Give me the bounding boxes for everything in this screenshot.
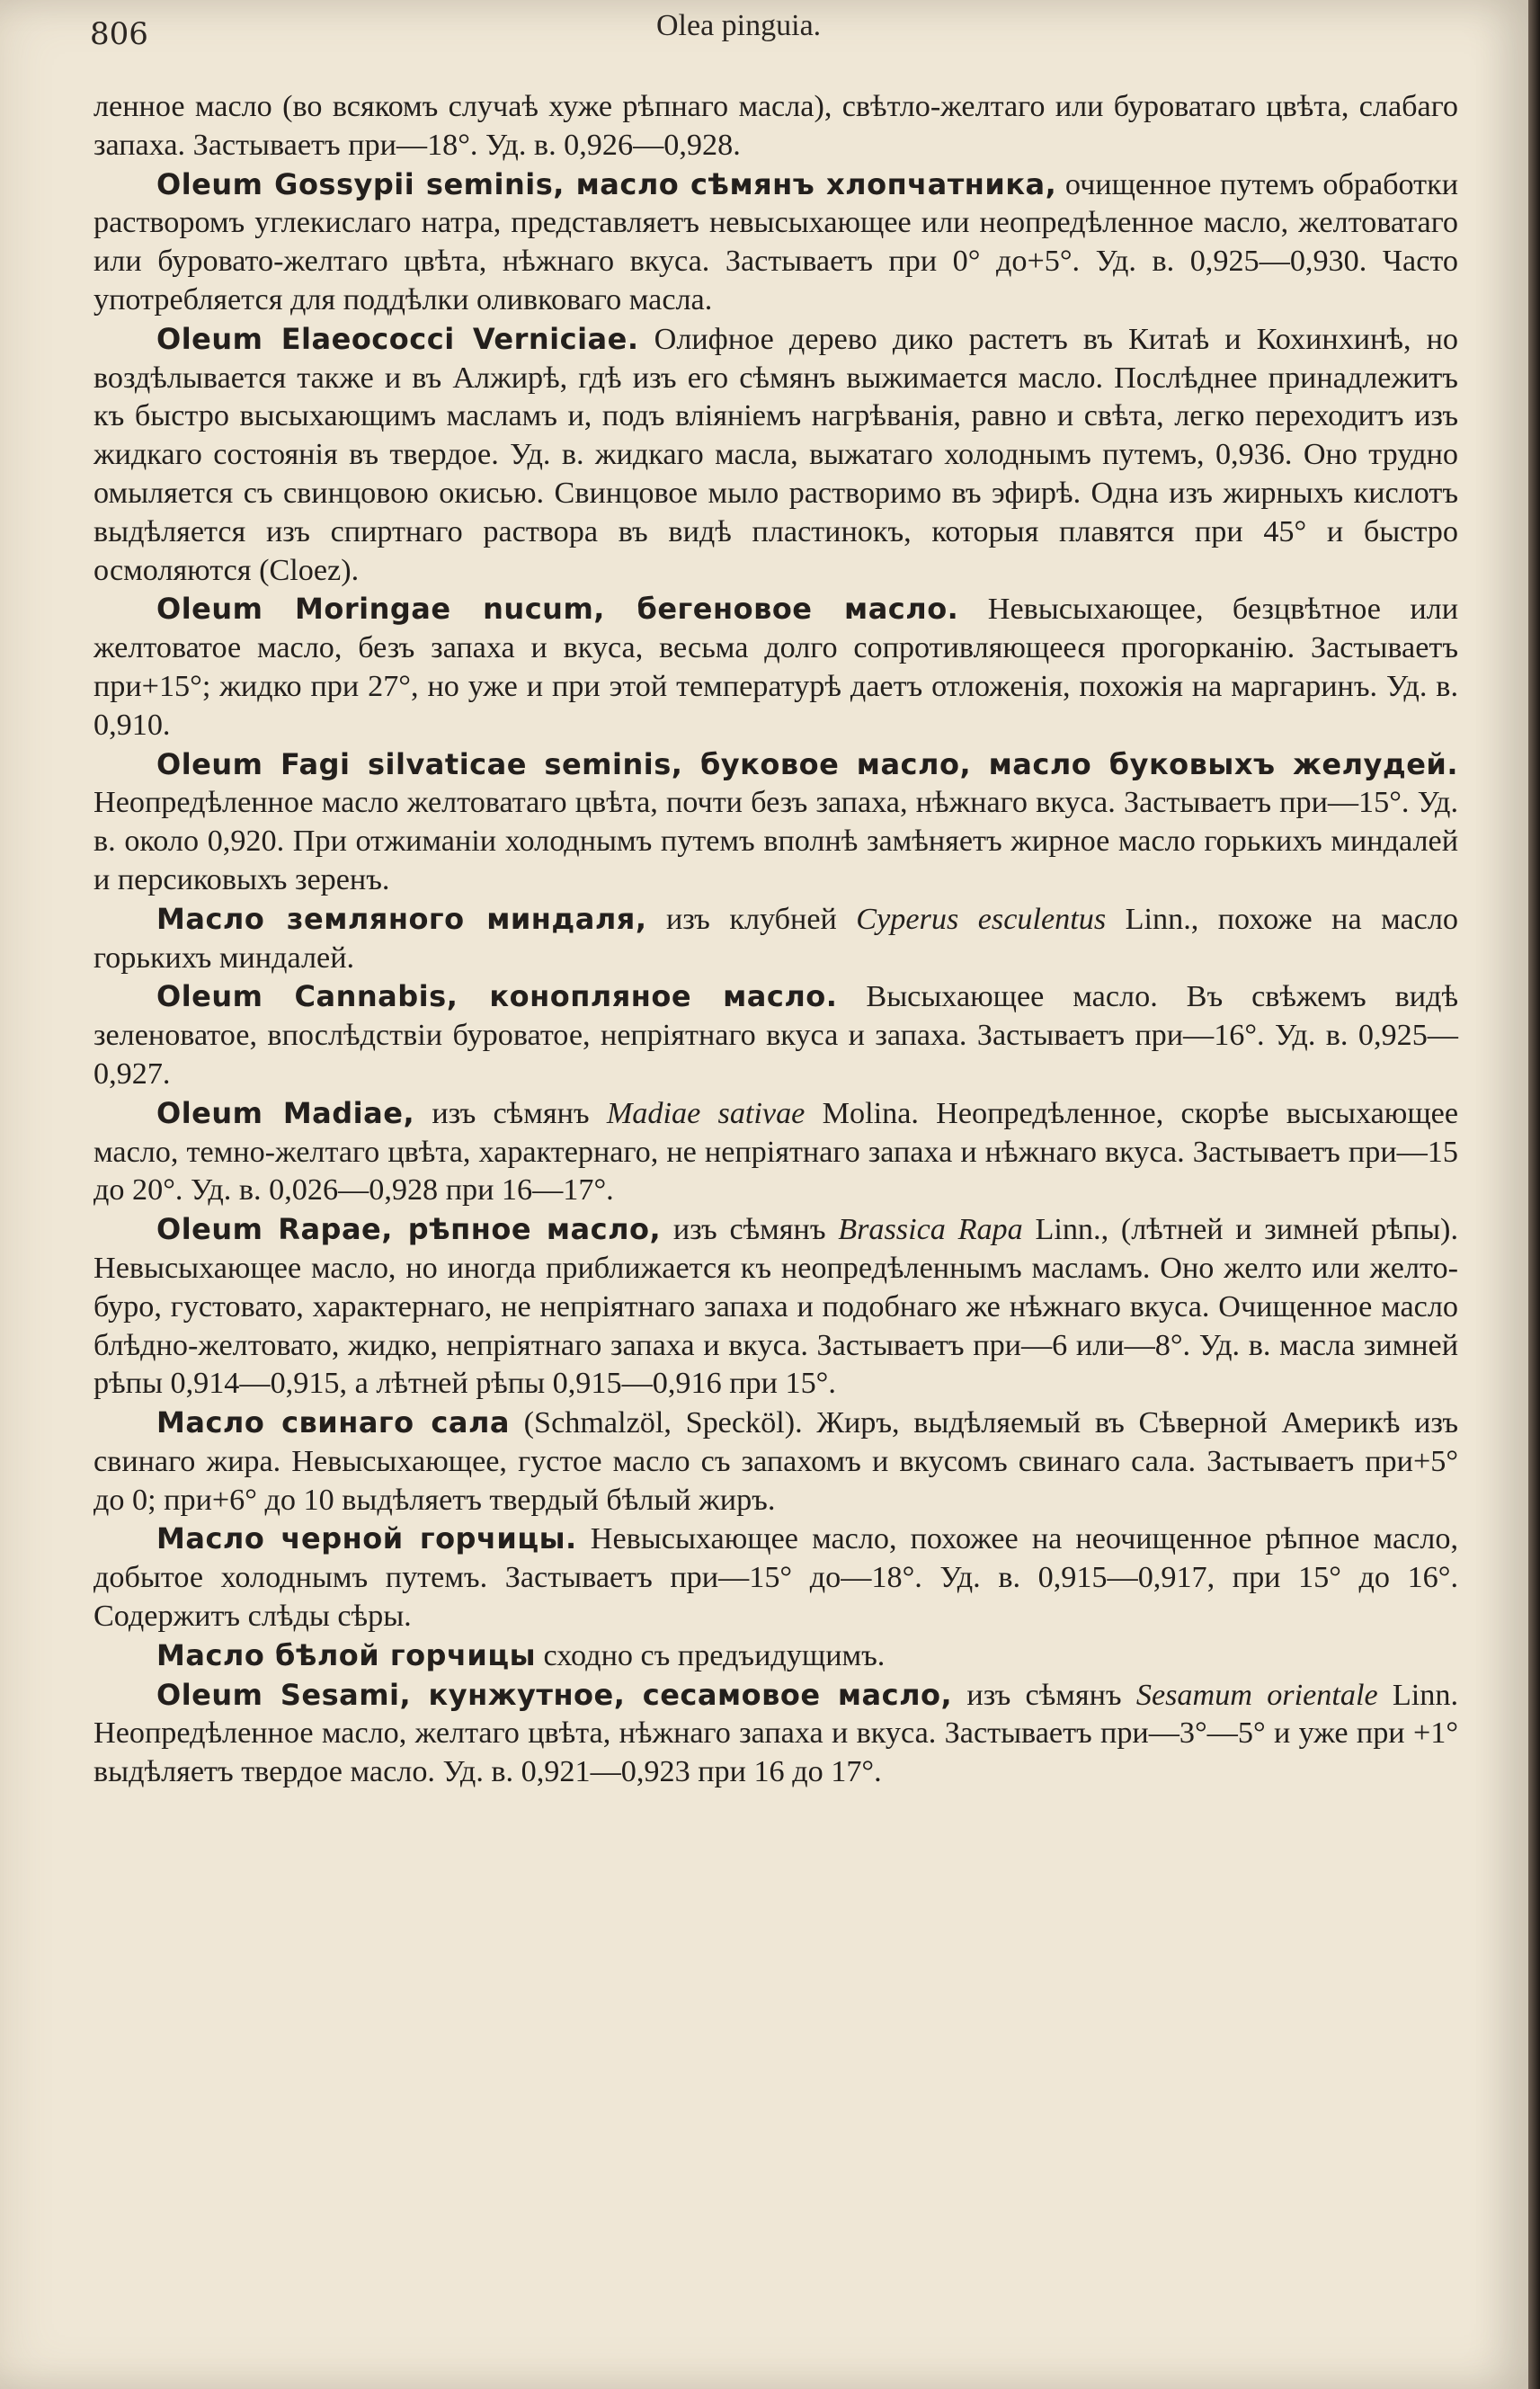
entry-text: сходно съ предъидущимъ.	[536, 1638, 886, 1672]
entry-heading: Oleum Sesami, кунжутное, сесамовое масло,	[156, 1677, 953, 1712]
species-name: Cyperus esculentus	[856, 902, 1107, 936]
entry-text: Linn., похоже на масло горькихъ миндалей.	[93, 902, 1459, 975]
paragraph-entry	[93, 320, 1458, 591]
entry-text: очищенное путемъ обработки растворомъ углекислаго натра, представляетъ невысыхающее или неопредѣленное масло, желтоватаго или буровато-желтаго цвѣта, нѣжнаго вкуса. Застываетъ при 0° до+5°. Уд. в. 0,925—0,930. Часто употребляется для поддѣлки оливковаго масла.	[93, 167, 1459, 316]
species-name: Brassica Rapa	[838, 1213, 1023, 1247]
entry-heading: Масло свинаго сала	[156, 1405, 510, 1440]
body-text	[93, 88, 1458, 1792]
paragraph-entry	[93, 900, 1458, 978]
entry-text: изъ клубней	[646, 902, 857, 936]
paragraph-entry	[93, 1404, 1458, 1520]
paragraph-entry	[93, 1210, 1458, 1404]
entry-heading: Oleum Gossypii seminis, масло сѣмянъ хлопчатника,	[156, 166, 1057, 201]
entry-text: Molina. Неопредѣленное, скорѣе высыхающее масло, темно-желтаго цвѣта, характернаго, не непріятнаго запаха и нѣжнаго вкуса. Застываетъ при—15 до 20°. Уд. в. 0,026—0,928 при 16—17°.	[93, 1096, 1458, 1208]
paragraph-entry	[93, 1636, 1458, 1676]
entry-text: Невысыхающее, безцвѣтное или желтоватое масло, безъ запаха и вкуса, весьма долго сопротивляющееся прогорканію. Застываетъ при+15°; жидко при 27°, но уже и при этой температурѣ даетъ отложенія, похожія на маргаринъ. Уд. в. 0,910.	[93, 593, 1458, 742]
page-edge-shadow	[1528, 0, 1540, 2389]
entry-heading: Масло бѣлой горчицы	[156, 1637, 536, 1672]
paragraph-entry	[93, 977, 1458, 1093]
species-name: Madiae sativae	[606, 1096, 806, 1130]
species-name: Sesamum orientale	[1135, 1678, 1378, 1712]
entry-text: изъ сѣмянъ	[414, 1096, 607, 1130]
entry-heading: Oleum Elaeococci Vernicіae.	[156, 321, 639, 356]
entry-heading: Масло земляного миндаля,	[156, 901, 647, 936]
entry-text: Невысыхающее масло, похожее на неочищенное рѣпное масло, добытое холоднымъ путемъ. Застываетъ при—15° до—18°. Уд. в. 0,915—0,917, при 15° до 16°. Содержитъ слѣды сѣры.	[93, 1522, 1459, 1634]
paragraph-entry	[93, 165, 1458, 320]
entry-heading: Масло черной горчицы.	[156, 1521, 577, 1556]
entry-text: изъ сѣмянъ	[952, 1678, 1136, 1712]
entry-text: Олифное дерево дико растетъ въ Китаѣ и Кохинхинѣ, но воздѣлывается также и въ Алжирѣ, гдѣ изъ его сѣмянъ выжимается масло. Послѣднее принадлежитъ къ быстро высыхающимъ масламъ и, подъ вліяніемъ нагрѣванія, равно и свѣта, легко переходитъ изъ жидкаго состоянія въ твердое. Уд. в. жидкаго масла, выжатаго холоднымъ путемъ, 0,936. Оно трудно омыляется съ свинцовою окисью. Свинцовое мыло растворимо въ эфирѣ. Одна изъ жирныхъ кислотъ выдѣляется изъ спиртнаго раствора въ видѣ пластинокъ, которыя плавятся при 45° и быстро осмоляются (Cloez).	[93, 322, 1459, 587]
entry-heading: Oleum Madiae,	[156, 1095, 415, 1130]
page-header	[0, 4, 1528, 58]
paragraph-entry	[93, 1094, 1458, 1210]
entry-heading: Oleum Cannabis, конопляное масло.	[156, 979, 838, 1014]
entry-text: Linn., (лѣтней и зимней рѣпы). Невысыхающее масло, но иногда приближается къ неопредѣленнымъ масламъ. Оно желто или желто-буро, густовато, характернаго, не непріятнаго запаха и подобнаго же нѣжнаго вкуса. Очищенное масло блѣдно-желтовато, жидко, непріятнаго запаха и вкуса. Застываетъ при—6 или—8°. Уд. в. масла зимней рѣпы 0,914—0,915, а лѣтней рѣпы 0,915—0,916 при 15°.	[93, 1213, 1458, 1401]
entry-text: (Schmalzöl, Specköl). Жиръ, выдѣляемый въ Сѣверной Америкѣ изъ свинаго жира. Невысыхающее, густое масло съ запахомъ и вкусомъ свинаго сала. Застываетъ при+5° до 0; при+6° до 10 выдѣляетъ твердый бѣлый жиръ.	[93, 1406, 1458, 1517]
entry-text: Высыхающее масло. Въ свѣжемъ видѣ зеленоватое, впослѣдствіи буроватое, непріятнаго вкуса и запаха. Застываетъ при—16°. Уд. в. 0,925—0,927.	[93, 980, 1459, 1091]
entry-heading: Oleum Rapae, рѣпное масло,	[156, 1212, 662, 1247]
paragraph-entry	[93, 745, 1458, 900]
entry-text: Неопредѣленное масло желтоватаго цвѣта, почти безъ запаха, нѣжнаго вкуса. Застываетъ при—15°. Уд. в. около 0,920. При отжиманіи холоднымъ путемъ вполнѣ замѣняетъ жирное масло горькихъ миндалей и персиковыхъ зеренъ.	[93, 786, 1458, 896]
running-title: Olea pinguia.	[656, 9, 822, 42]
entry-heading: Oleum Fagi silvaticae seminis, буковое масло, масло буковыхъ желудей.	[156, 746, 1458, 781]
entry-text: изъ сѣмянъ	[661, 1213, 839, 1247]
paragraph-entry	[93, 1520, 1458, 1636]
entry-text: ленное масло (во всякомъ случаѣ хуже рѣпнаго масла), свѣтло-желтаго или буроватаго цвѣта, слабаго запаха. Застываетъ при—18°. Уд. в. 0,926—0,928.	[93, 90, 1458, 162]
paragraph-entry	[93, 1676, 1458, 1792]
paragraph-entry	[93, 590, 1458, 744]
page-number: 806	[90, 16, 148, 52]
entry-heading: Oleum Moringae nucum, бегеновое масло.	[156, 592, 959, 627]
entry-text: Linn. Неопредѣленное масло, желтаго цвѣта, нѣжнаго запаха и вкуса. Застываетъ при—3°—5° и уже при +1° выдѣляетъ твердое масло. Уд. в. 0,921—0,923 при 16 до 17°.	[93, 1678, 1459, 1789]
paragraph-continuation	[93, 88, 1458, 165]
